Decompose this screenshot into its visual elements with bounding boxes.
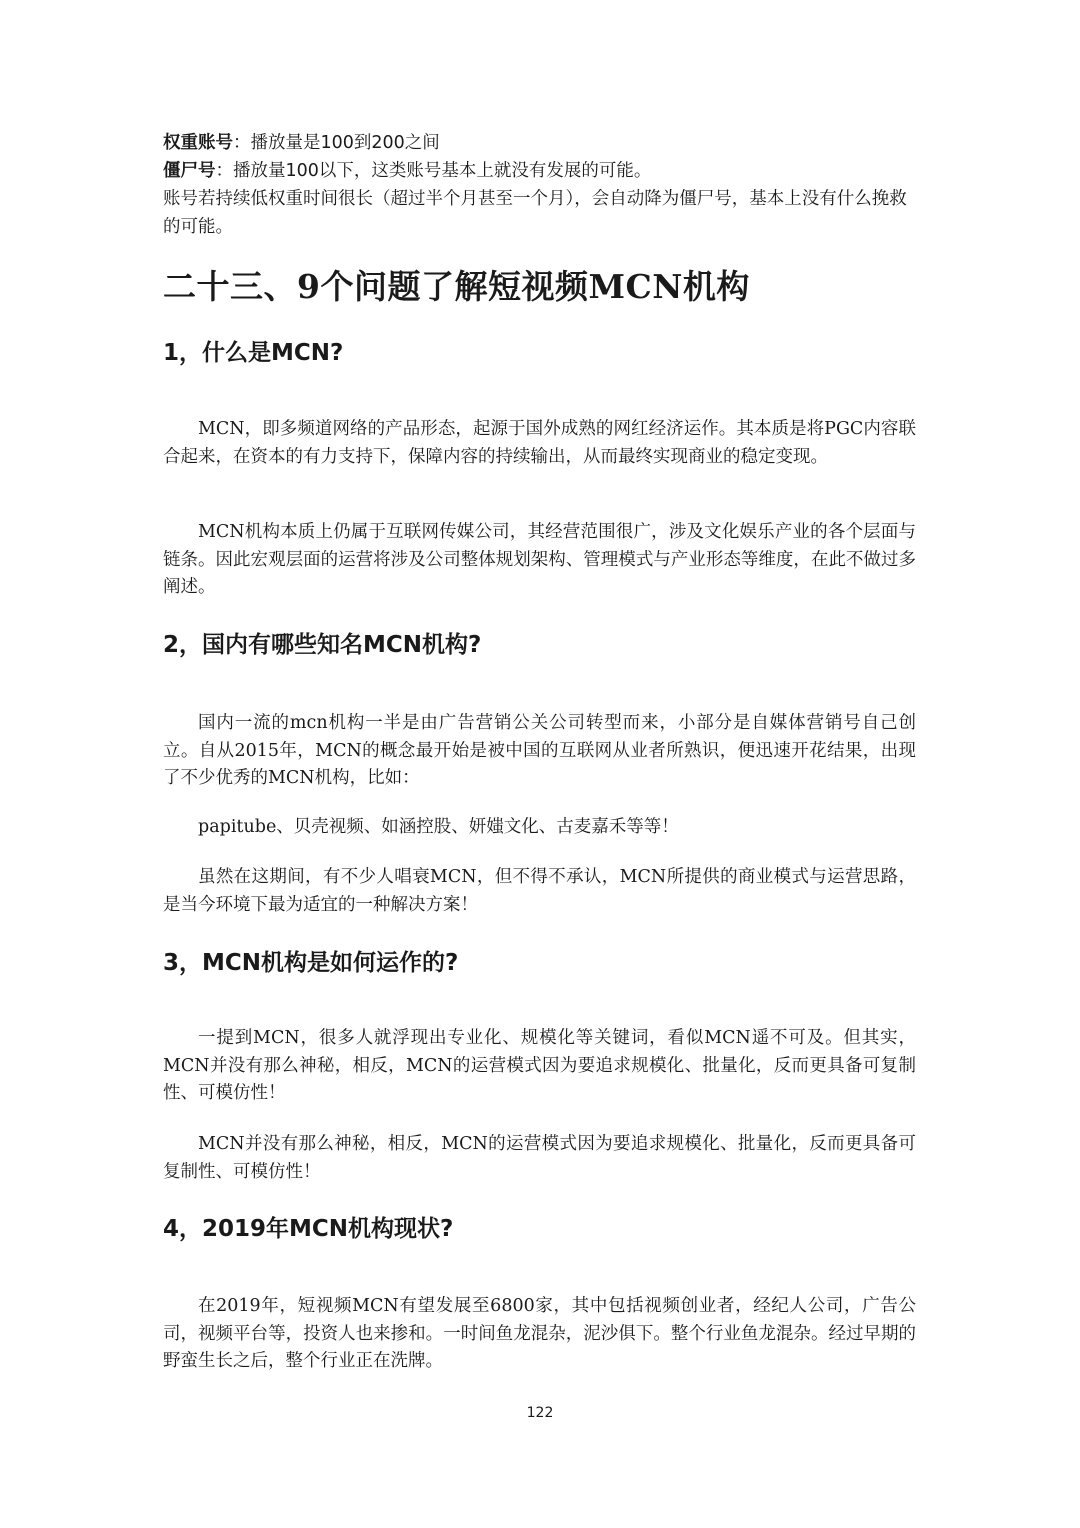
section-2-paragraph-1: 国内一流的mcn机构一半是由广告营销公关公司转型而来，小部分是自媒体营销号自己创立。自从2015年，MCN的概念最开始是被中国的互联网从业者所熟识，便迅速开花结果，出现了不少优秀的MCN机构，比如： (163, 713, 916, 788)
section-1-paragraph-2: MCN机构本质上仍属于互联网传媒公司，其经营范围很广，涉及文化娱乐产业的各个层面与链条。因此宏观层面的运营将涉及公司整体规划架构、管理模式与产业形态等维度，在此不做过多阐述。 (163, 522, 916, 597)
section-heading-1: 1，什么是MCN? (163, 340, 344, 366)
section-3-paragraph-2: MCN并没有那么神秘，相反，MCN的运营模式因为要追求规模化、批量化，反而更具备可复制性、可模仿性！ (163, 1134, 916, 1182)
intro-label-weight-account: 权重账号 (163, 133, 233, 153)
section-3-paragraph-1: 一提到MCN，很多人就浮现出专业化、规模化等关键词，看似MCN遥不可及。但其实，MCN并没有那么神秘，相反，MCN的运营模式因为要追求规模化、批量化，反而更具备可复制性、可模仿性！ (163, 1028, 916, 1103)
intro-text-zombie-account: ：播放量100以下，这类账号基本上就没有发展的可能。 (215, 161, 652, 181)
section-2-paragraph-3: 虽然在这期间，有不少人唱衰MCN，但不得不承认，MCN所提供的商业模式与运营思路，是当今环境下最为适宜的一种解决方案！ (163, 867, 916, 915)
intro-label-zombie-account: 僵尸号 (163, 161, 216, 181)
section-heading-3: 3，MCN机构是如何运作的? (163, 950, 459, 976)
intro-text-weight-account: ：播放量是100到200之间 (233, 133, 440, 153)
intro-line-downgrade: 账号若持续低权重时间很长（超过半个月甚至一个月），会自动降为僵尸号，基本上没有什么挽救的可能。 (163, 189, 907, 237)
intro-line-zombie-account (163, 157, 923, 185)
intro-line-weight-account (163, 129, 923, 157)
chapter-title: 二十三、9个问题了解短视频MCN机构 (163, 267, 750, 306)
section-1-paragraph-1: MCN，即多频道网络的产品形态，起源于国外成熟的网红经济运作。其本质是将PGC内容联合起来，在资本的有力支持下，保障内容的持续输出，从而最终实现商业的稳定变现。 (163, 419, 916, 467)
section-heading-2: 2，国内有哪些知名MCN机构? (163, 632, 482, 658)
section-4-paragraph-1: 在2019年，短视频MCN有望发展至6800家，其中包括视频创业者，经纪人公司，广告公司，视频平台等，投资人也来掺和。一时间鱼龙混杂，泥沙俱下。整个行业鱼龙混杂。经过早期的野蛮生长之后，整个行业正在洗牌。 (163, 1296, 916, 1371)
section-heading-4: 4，2019年MCN机构现状? (163, 1216, 454, 1242)
section-2-paragraph-2: papitube、贝壳视频、如涵控股、妍媸文化、古麦嘉禾等等！ (198, 817, 679, 837)
page-number: 122 (526, 1405, 554, 1421)
intro-block (163, 129, 923, 241)
